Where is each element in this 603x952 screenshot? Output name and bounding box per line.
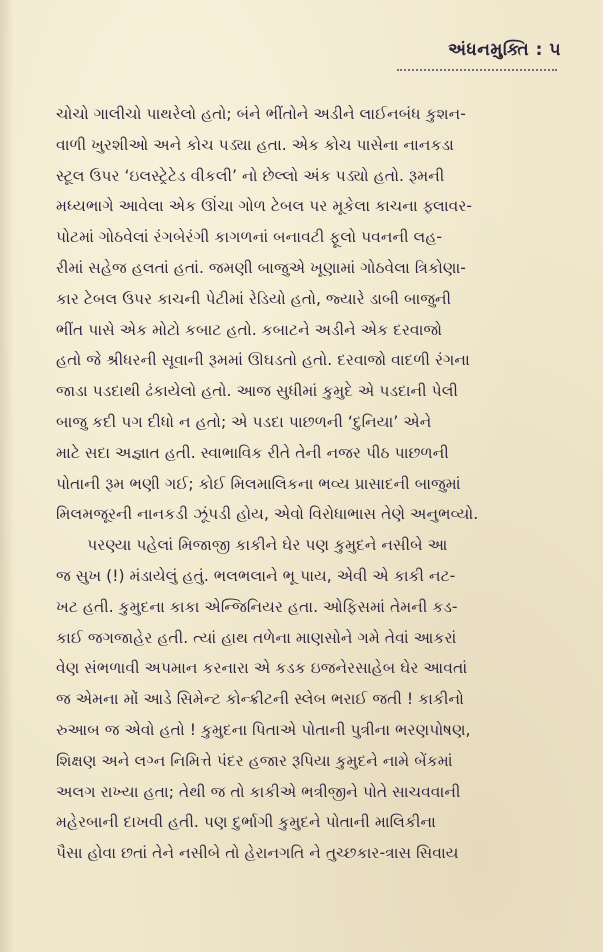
body-text <box>56 99 565 869</box>
paragraph-2: પરણ્યા પહેલાં મિજાજી કાકીને ઘેર પણ કુમુદને નસીબે આ જ સુખ (!) મંડાયેલું હતું. ભલભલાને ભૂ પાય, એવી એ કાકી નટ- ખટ હતી. કુમુદના કાકા એન્જિનિયર હતા. ઓફિસમાં તેમની કડ- કાઈ જગજાહેર હતી. ત્યાં હાથ તળેના માણસોને ગમે તેવાં આકરાં વેણ સંભળાવી અપમાન કરનારા એ કડક ઇજનેરસાહેબ ઘેર આવતાં જ એમના મોં આડે સિમેન્ટ કોન્ક્રીટની સ્લેબ ભરાઈ જતી ! કાકીનો રુઆબ જ એવો હતો ! કુમુદના પિતાએ પોતાની પુત્રીના ભરણપોષણ, શિક્ષણ અને લગ્ન નિમિત્તે પંદર હજાર રૂપિયા કુમુદને નામે બેંકમાં અલગ રાખ્યા હતા; તેથી જ તો કાકીએ ભત્રીજીને પોતે સાચવવાની મહેરબાની દાખવી હતી. પણ દુર્ભાગી કુમુદને પોતાની માલિકીના પૈસા હોવા છતાં તેને નસીબે તો હેરાનગતિ ને તુચ્છકાર-ત્રાસ સિવાય <box>56 536 471 863</box>
page-header <box>56 40 561 63</box>
paragraph-1: ચોચો ગાલીચો પાથરેલો હતો; બંને ભીંતોને અડીને લાઈનબંધ કુશન- વાળી ખુરશીઓ અને કોચ પડ્યા હતા. એક કોચ પાસેના નાનકડા સ્ટૂલ ઉપર ‘ઇલસ્ટ્રેટેડ વીકલી’ નો છેલ્લો અંક પડ્યો હતો. રૂમની મધ્યભાગે આવેલા એક ઊંચા ગોળ ટેબલ પર મૂકેલા કાચના ફ્લાવર- પોટમાં ગોઠવેલાં રંગબેરંગી કાગળનાં બનાવટી ફૂલો પવનની લહ- રીમાં સહેજ હલતાં હતાં. જમણી બાજુએ ખૂણામાં ગોઠવેલા ત્રિકોણા- કાર ટેબલ ઉપર કાચની પેટીમાં રેડિયો હતો, જ્યારે ડાબી બાજુની ભીંત પાસે એક મોટો કબાટ હતો. કબાટને અડીને એક દરવાજો હતો જે શ્રીધરની સૂવાની રૂમમાં ઊઘડતો હતો. દરવાજો વાદળી રંગના જાડા પડદાથી ઢંકાયેલો હતો. આજ સુધીમાં કુમુદે એ પડદાની પેલી બાજુ કદી પગ દીધો ન હતો; એ પડદા પાછળની ‘દુનિયા’ એને માટે સદા અજ્ઞાત હતી. સ્વાભાવિક રીતે તેની નજર પીઠ પાછળની પોતાની રૂમ ભણી ગઈ; કોઈ મિલમાલિકના ભવ્ય પ્રાસાદની બાજુમાં મિલમજૂરની નાનકડી ઝૂંપડી હોય, એવો વિરોધાભાસ તેણે અનુભવ્યો. <box>56 105 479 524</box>
header-wavy-rule <box>397 63 557 71</box>
running-head: અંધનમુક્તિ : ૫ <box>448 40 561 60</box>
page-gutter-shadow <box>0 0 14 952</box>
